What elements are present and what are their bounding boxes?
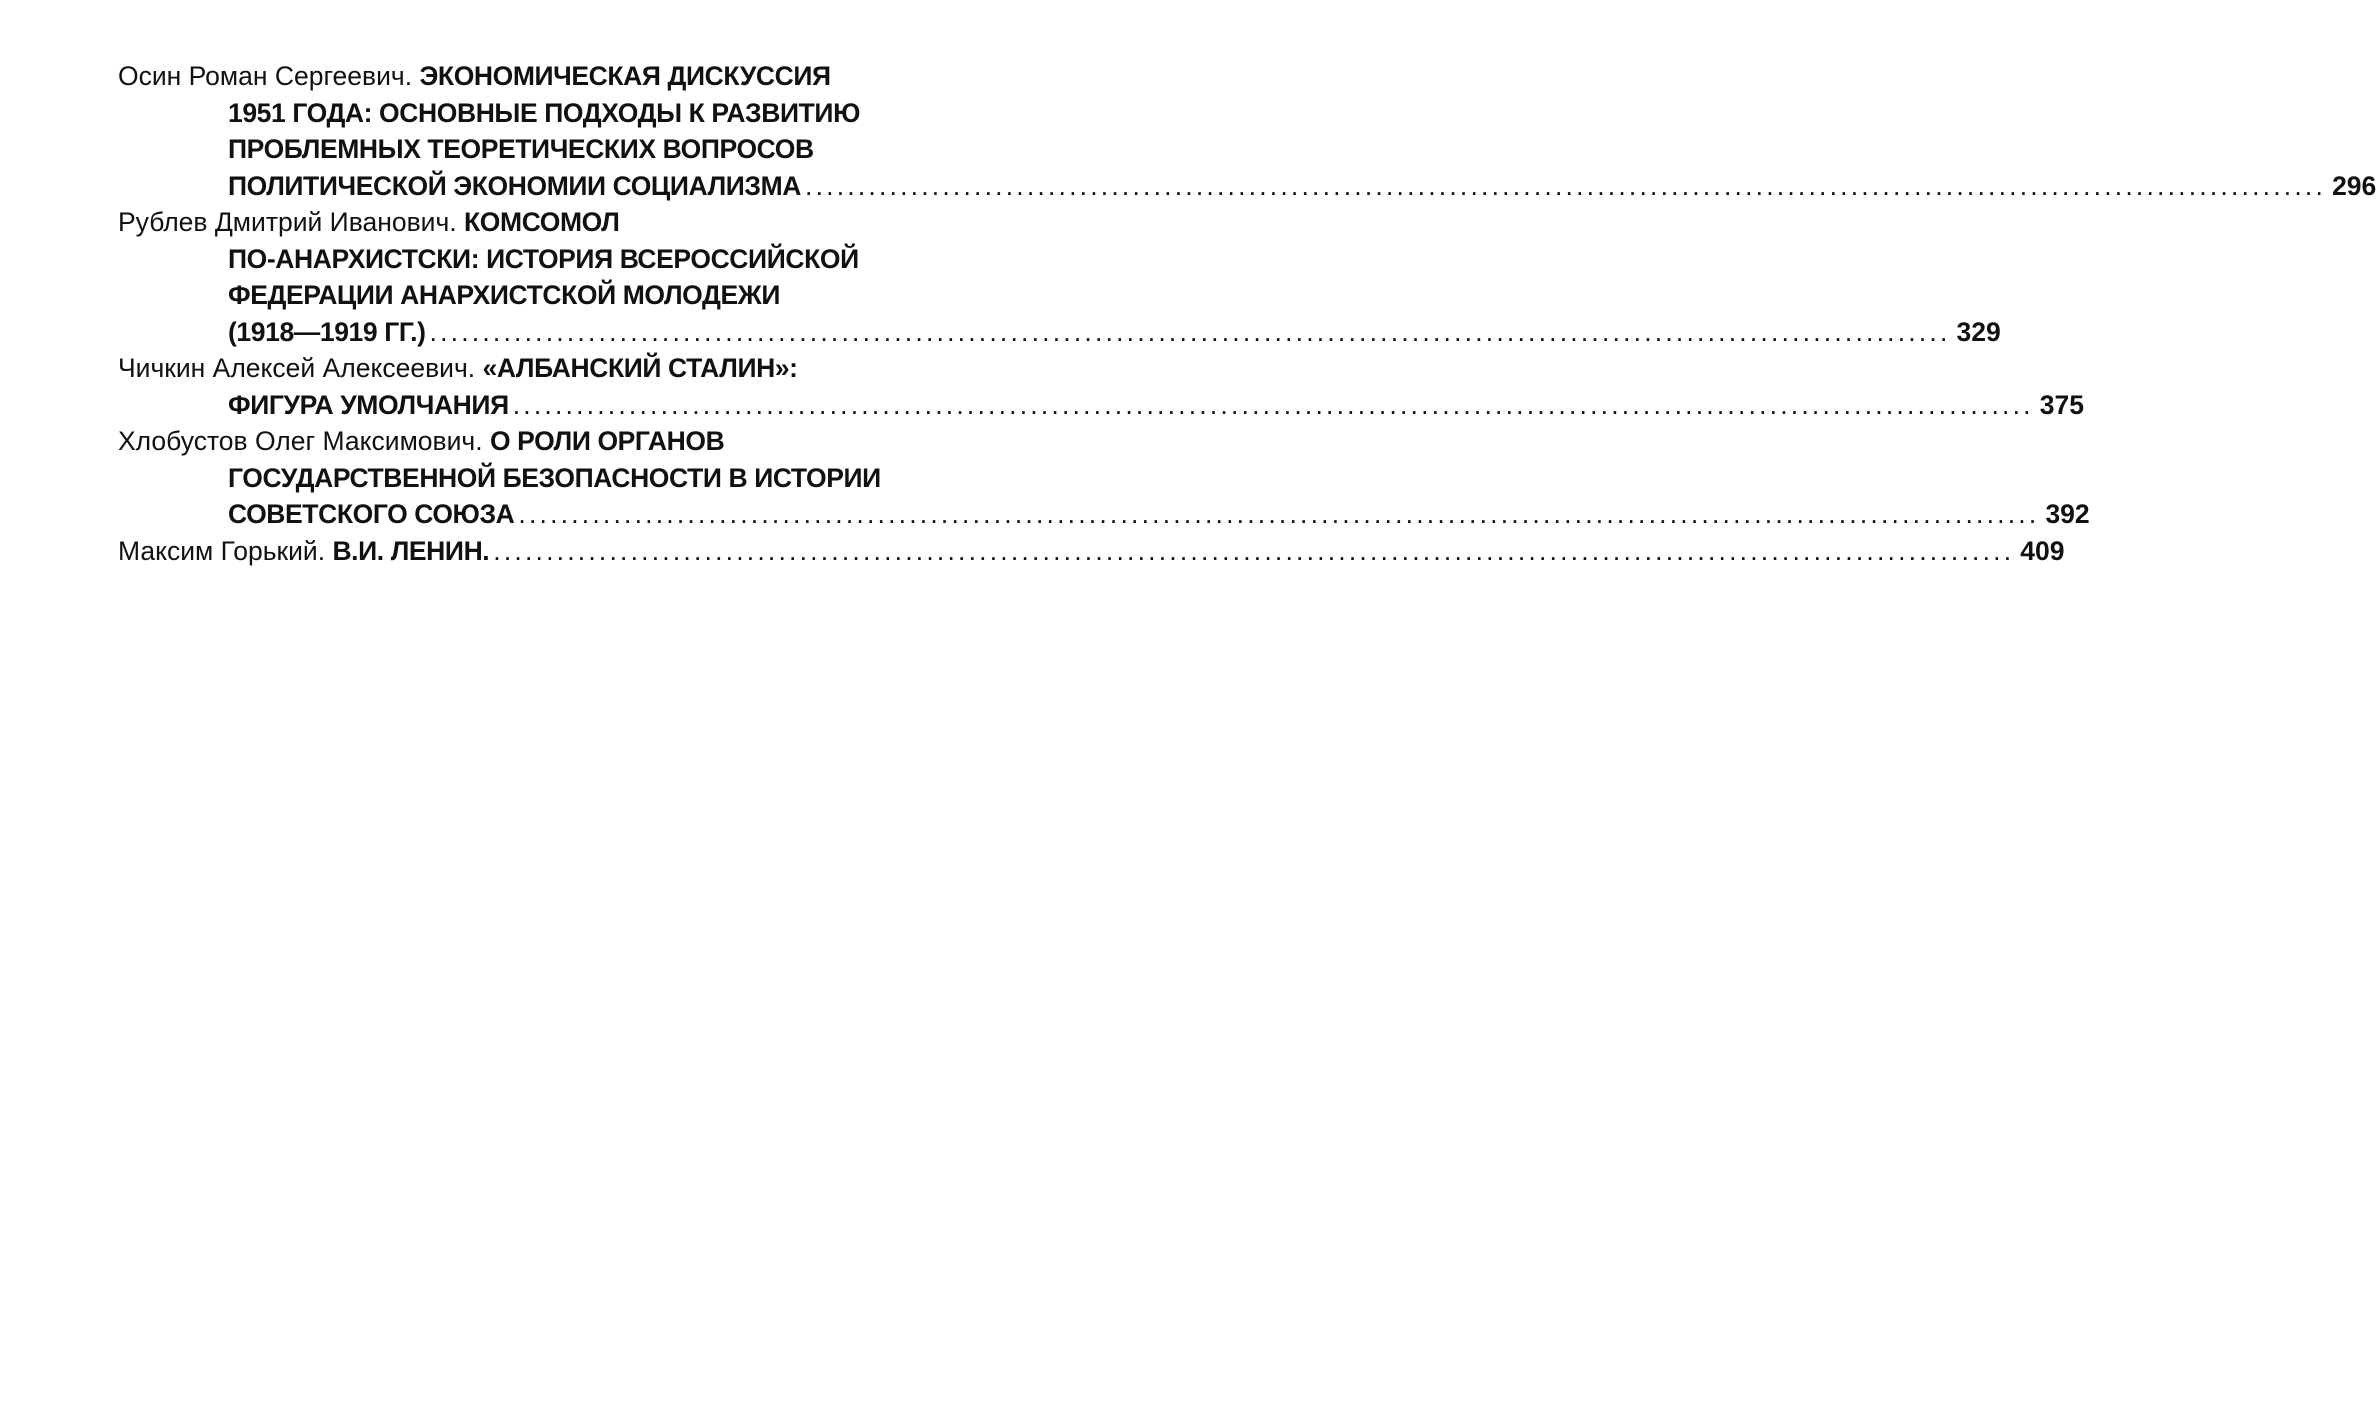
toc-entry-first-line bbox=[118, 423, 924, 460]
toc-title-line: «АЛБАНСКИЙ СТАЛИН»: bbox=[482, 353, 798, 383]
toc-author: Осин Роман Сергеевич. bbox=[118, 61, 413, 91]
page-number: 375 bbox=[2039, 389, 2084, 420]
toc-author: Чичкин Алексей Алексеевич. bbox=[118, 353, 476, 383]
toc-entry-first-line bbox=[118, 204, 924, 241]
toc-entry-first-line bbox=[118, 533, 489, 570]
toc-continuation-line bbox=[118, 241, 924, 278]
dot-leader: ................................................................................................................................................ bbox=[493, 535, 2015, 566]
table-of-contents bbox=[118, 58, 2376, 569]
toc-leader-line bbox=[118, 314, 2001, 351]
toc-leader-line bbox=[118, 387, 2084, 424]
toc-continuation-line bbox=[118, 277, 924, 314]
toc-entry[interactable] bbox=[118, 350, 2084, 423]
toc-title-line: ПО-АНАРХИСТСКИ: ИСТОРИЯ ВСЕРОССИЙСКОЙ bbox=[228, 243, 859, 274]
toc-title-line: ПРОБЛЕМНЫХ ТЕОРЕТИЧЕСКИХ ВОПРОСОВ bbox=[228, 134, 814, 164]
toc-entry[interactable] bbox=[118, 533, 2065, 570]
toc-author: Хлобустов Олег Максимович. bbox=[118, 426, 483, 456]
toc-title-line: ЭКОНОМИЧЕСКАЯ ДИСКУССИЯ bbox=[419, 61, 831, 91]
toc-title-line: КОМСОМОЛ bbox=[464, 207, 620, 237]
toc-title-line: В.И. ЛЕНИН. bbox=[332, 535, 490, 566]
toc-title-line: ГОСУДАРСТВЕННОЙ БЕЗОПАСНОСТИ В ИСТОРИИ bbox=[228, 462, 881, 493]
toc-leader-line bbox=[118, 533, 2065, 570]
toc-entry[interactable] bbox=[118, 58, 2376, 204]
toc-entry[interactable] bbox=[118, 423, 2090, 533]
toc-title-line: ПОЛИТИЧЕСКОЙ ЭКОНОМИИ СОЦИАЛИЗМА bbox=[228, 170, 802, 201]
toc-author: Максим Горький. bbox=[118, 535, 326, 566]
toc-title-line: СОВЕТСКОГО СОЮЗА bbox=[228, 499, 515, 529]
toc-leader-line bbox=[118, 168, 2376, 205]
toc-continuation-line bbox=[118, 460, 924, 497]
page-number: 329 bbox=[1956, 316, 2001, 347]
dot-leader: ................................................................................................................................................ bbox=[512, 389, 2034, 420]
toc-leader-line bbox=[118, 496, 2090, 533]
page-number: 392 bbox=[2045, 499, 2090, 529]
page-number: 296 bbox=[2332, 170, 2376, 201]
toc-author: Рублев Дмитрий Иванович. bbox=[118, 207, 457, 237]
dot-leader: ................................................................................................................................................ bbox=[805, 170, 2327, 201]
toc-title-line: 1951 ГОДА: ОСНОВНЫЕ ПОДХОДЫ К РАЗВИТИЮ bbox=[228, 97, 861, 128]
toc-title-line: ФИГУРА УМОЛЧАНИЯ bbox=[228, 389, 509, 420]
toc-entry[interactable] bbox=[118, 204, 2001, 350]
dot-leader: ................................................................................................................................................ bbox=[518, 499, 2040, 529]
dot-leader: ................................................................................................................................................ bbox=[429, 316, 1951, 347]
toc-entry-first-line bbox=[118, 58, 924, 95]
page-number: 409 bbox=[2020, 535, 2065, 566]
toc-continuation-line bbox=[118, 95, 924, 132]
toc-title-line: ФЕДЕРАЦИИ АНАРХИСТСКОЙ МОЛОДЕЖИ bbox=[228, 280, 780, 310]
toc-continuation-line bbox=[118, 131, 924, 168]
toc-title-line: О РОЛИ ОРГАНОВ bbox=[489, 426, 725, 456]
toc-entry-first-line bbox=[118, 350, 924, 387]
toc-title-line: (1918—1919 ГГ.) bbox=[228, 316, 426, 347]
